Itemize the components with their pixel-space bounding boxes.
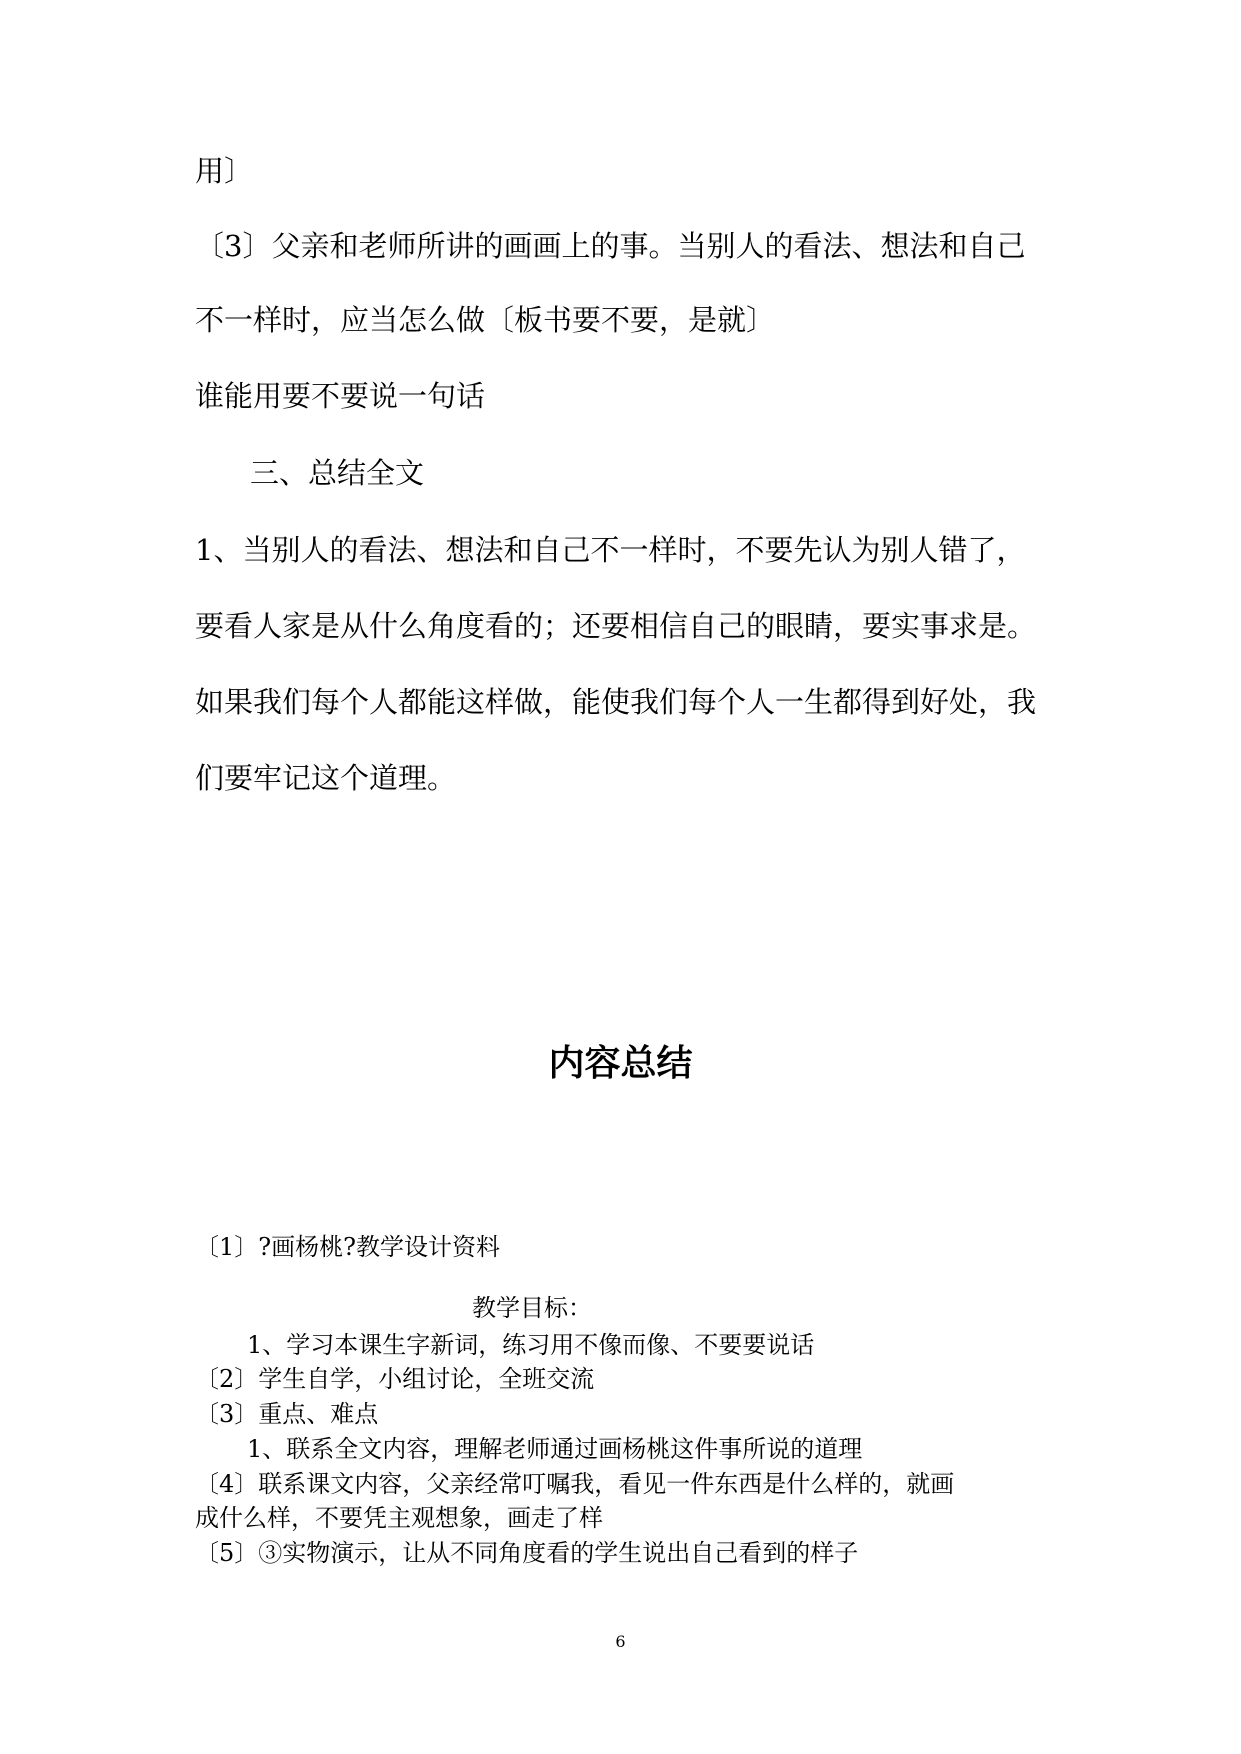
- body-line: 如果我们每个人都能这样做，能使我们每个人一生都得到好处，我: [195, 685, 1037, 719]
- summary-line: 〔3〕重点、难点: [195, 1400, 379, 1428]
- summary-line: 〔1〕?画杨桃?教学设计资料: [195, 1233, 501, 1261]
- summary-heading: 内容总结: [548, 1043, 693, 1084]
- body-line: 〔3〕父亲和老师所讲的画画上的事。当别人的看法、想法和自己: [195, 229, 1026, 263]
- body-line: 不一样时，应当怎么做〔板书要不要，是就〕: [195, 303, 776, 337]
- section-heading: 三、总结全文: [250, 456, 425, 490]
- summary-line: 〔5〕③实物演示，让从不同角度看的学生说出自己看到的样子: [195, 1539, 859, 1567]
- body-line: 们要牢记这个道理。: [195, 761, 457, 795]
- body-line: 用〕: [195, 154, 254, 188]
- summary-line: 成什么样，不要凭主观想象，画走了样: [195, 1504, 603, 1532]
- page-number: 6: [615, 1632, 626, 1651]
- body-line: 要看人家是从什么角度看的；还要相信自己的眼睛，要实事求是。: [195, 609, 1037, 643]
- summary-line: 1、学习本课生字新词，练习用不像而像、不要要说话: [247, 1331, 815, 1359]
- body-line: 谁能用要不要说一句话: [195, 379, 486, 413]
- summary-line: 1、联系全文内容，理解老师通过画杨桃这件事所说的道理: [247, 1435, 863, 1463]
- summary-subheading: 教学目标：: [472, 1294, 592, 1322]
- summary-line: 〔4〕联系课文内容，父亲经常叮嘱我，看见一件东西是什么样的，就画: [195, 1470, 955, 1498]
- body-line: 1、当别人的看法、想法和自己不一样时，不要先认为别人错了，: [195, 533, 1026, 567]
- summary-line: 〔2〕学生自学，小组讨论，全班交流: [195, 1365, 595, 1393]
